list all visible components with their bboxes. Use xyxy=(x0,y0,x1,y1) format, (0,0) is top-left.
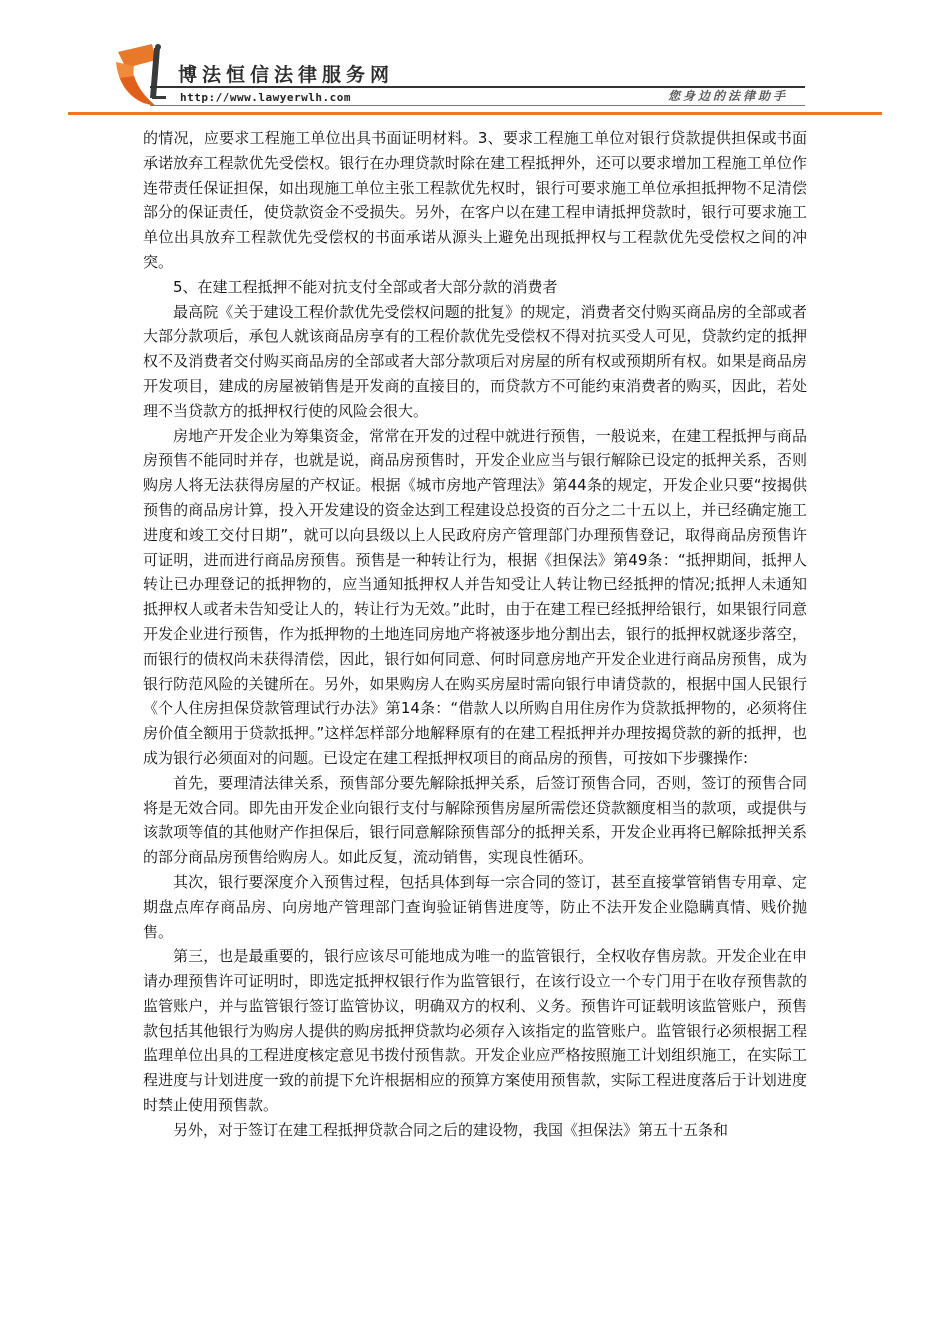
paragraph: 另外，对于签订在建工程抵押贷款合同之后的建设物，我国《担保法》第五十五条和 xyxy=(173,1120,729,1139)
paragraph: 房地产开发企业为筹集资金，常常在开发的过程中就进行预售，一般说来，在建工程抵押与商品房预售不能同时并存，也就是说，商品房预售时，开发企业应当与银行解除已设定的抵押关系，否则购房人将无法获得房屋的产权证。根据《城市房地产管理法》第44条的规定，开发企业只要“按揭供预售的商品房计算，投入开发建设的资金达到工程建设总投资的百分之二十五以上，并已经确定施工进度和竣工交付日期”，就可以向县级以上人民政府房产管理部门办理预售登记，取得商品房预售许可证明，进而进行商品房预售。预售是一种转让行为，根据《担保法》第49条：“抵押期间，抵押人转让已办理登记的抵押物的，应当通知抵押权人并告知受让人转让物已经抵押的情况;抵押人未通知抵押权人或者未告知受让人的，转让行为无效。”此时，由于在建工程已经抵押给银行，如果银行同意开发企业进行预售，作为抵押物的土地连同房地产将被逐步地分割出去，银行的抵押权就逐步落空，而银行的债权尚未获得清偿，因此，银行如何同意、何时同意房地产开发企业进行商品房预售，成为银行防范风险的关键所在。另外，如果购房人在购买房屋时需向银行申请贷款的，根据中国人民银行《个人住房担保贷款管理试行办法》第14条：“借款人以所购自用住房作为贷款抵押物的，必须将住房价值全额用于贷款抵押。”这样怎样部分地解释原有的在建工程抵押并办理按揭贷款的新的抵押，也成为银行必须面对的问题。已设定在建工程抵押权项目的商品房的预售，可按如下步骤操作: xyxy=(143,426,807,767)
paragraph: 第三，也是最重要的，银行应该尽可能地成为唯一的监管银行，全权收存售房款。开发企业在申请办理预售许可证明时，即选定抵押权银行作为监管银行，在该行设立一个专门用于在收存预售款的监管账户，并与监管银行签订监管协议，明确双方的权利、义务。预售许可证载明该监管账户，预售款包括其他银行为购房人提供的购房抵押贷款均必须存入该指定的监管账户。监管银行必须根据工程监理单位出具的工程进度核定意见书拨付预售款。开发企业应严格按照施工计划组织施工，在实际工程进度与计划进度一致的前提下允许根据相应的预算方案使用预售款，实际工程进度落后于计划进度时禁止使用预售款。 xyxy=(143,947,807,1115)
site-slogan: 您身边的法律助手 xyxy=(668,89,789,103)
header-accent-rule xyxy=(68,112,882,115)
paragraph: 的情况，应要求工程施工单位出具书面证明材料。3、要求工程施工单位对银行贷款提供担保或书面承诺放弃工程款优先受偿权。银行在办理贷款时除在建工程抵押外，还可以要求增加工程施工单位作连带责任保证担保，如出现施工单位主张工程款优先权时，银行可要求施工单位承担抵押物不足清偿部分的保证责任，使贷款资金不受损失。另外，在客户以在建工程申请抵押贷款时，银行可要求施工单位出具放弃工程款优先受偿权的书面承诺从源头上避免出现抵押权与工程款优先受偿权之间的冲突。 xyxy=(143,129,807,271)
paragraph: 首先，要理清法律关系，预售部分要先解除抵押关系，后签订预售合同，否则，签订的预售合同将是无效合同。即先由开发企业向银行支付与解除预售房屋所需偿还贷款额度相当的款项，或提供与该款项等值的其他财产作担保后，银行同意解除预售部分的抵押关系，开发企业再将已解除抵押关系的部分商品房预售给购房人。如此反复，流动销售，实现良性循环。 xyxy=(143,773,807,867)
site-name: 博法恒信法律服务网 xyxy=(178,64,395,86)
document-body xyxy=(143,126,807,1143)
site-url[interactable]: http://www.lawyerwlh.com xyxy=(180,91,351,104)
paragraph: 最高院《关于建设工程价款优先受偿权问题的批复》的规定，消费者交付购买商品房的全部或者大部分款项后，承包人就该商品房享有的工程价款优先受偿权不得对抗买受人可见，贷款约定的抵押权不及消费者交付购买商品房的全部或者大部分款项后对房屋的所有权或预期所有权。如果是商品房开发项目，建成的房屋被销售是开发商的直接目的，而贷款方不可能约束消费者的购买，因此，若处理不当贷款方的抵押权行使的风险会很大。 xyxy=(143,302,807,420)
section-heading: 5、在建工程抵押不能对抗支付全部或者大部分款的消费者 xyxy=(173,277,558,296)
paragraph: 其次，银行要深度介入预售过程，包括具体到每一宗合同的签订，甚至直接掌管销售专用章、定期盘点库存商品房、向房地产管理部门查询验证销售进度等，防止不法开发企业隐瞒真情、贱价抛售。 xyxy=(143,872,807,941)
law-firm-logo xyxy=(112,38,174,110)
header-rule-bottom xyxy=(150,105,805,106)
page-header xyxy=(0,0,950,118)
